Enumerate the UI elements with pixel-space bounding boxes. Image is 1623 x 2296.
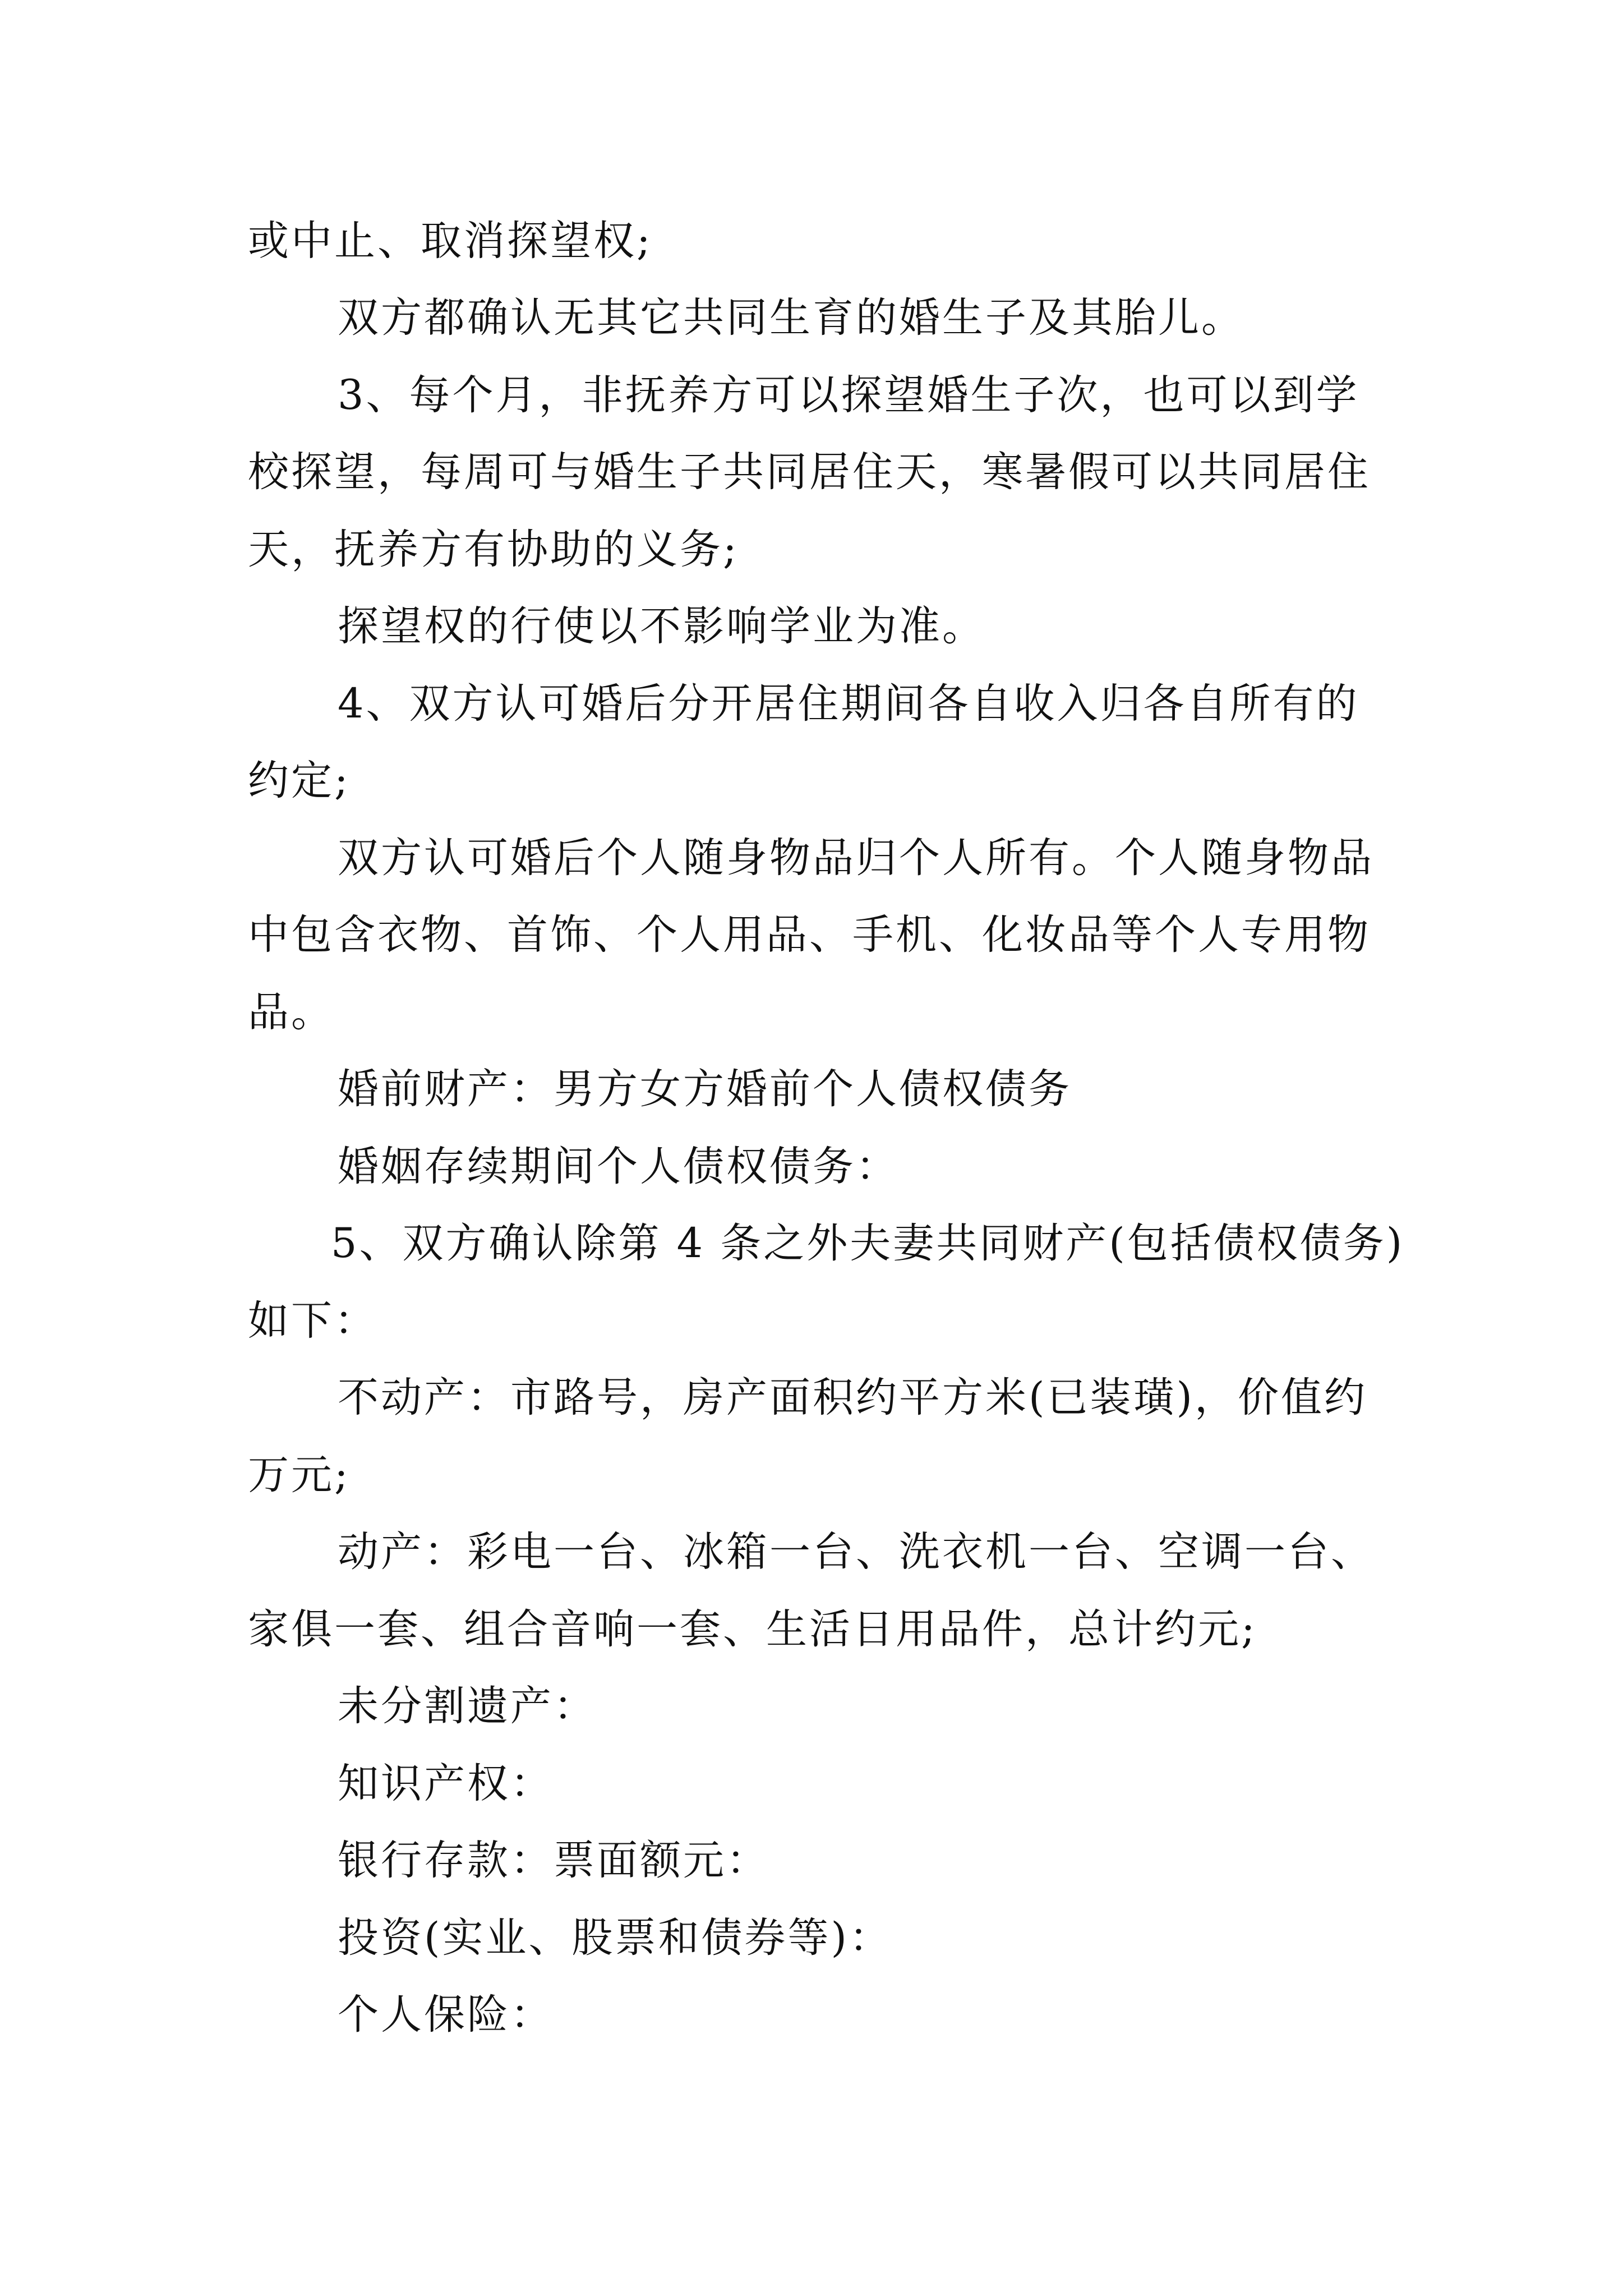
text-line: 3、每个月，非抚养方可以探望婚生子次，也可以到学 — [338, 371, 1359, 419]
text-line: 中包含衣物、首饰、个人用品、手机、化妆品等个人专用物 — [248, 911, 1371, 959]
text-line: 银行存款：票面额元： — [338, 1837, 769, 1884]
text-line: 投资(实业、股票和债券等)： — [338, 1914, 892, 1962]
text-line: 探望权的行使以不影响学业为准。 — [338, 602, 985, 650]
text-line: 个人保险： — [338, 1991, 554, 2039]
text-line: 万元; — [248, 1451, 351, 1499]
text-line: 婚姻存续期间个人债权债务： — [338, 1143, 899, 1190]
text-line: 双方都确认无其它共同生育的婚生子及其胎儿。 — [338, 294, 1244, 342]
text-line: 不动产：市路号，房产面积约平方米(已装璜)，价值约 — [338, 1374, 1367, 1421]
text-line: 知识产权： — [338, 1760, 554, 1807]
text-line: 4、双方认可婚后分开居住期间各自收入归各自所有的 — [338, 680, 1359, 728]
text-line: 约定; — [248, 757, 351, 804]
text-line: 或中止、取消探望权; — [248, 217, 653, 265]
text-line: 婚前财产：男方女方婚前个人债权债务 — [338, 1065, 1072, 1113]
text-line: 未分割遗产： — [338, 1682, 597, 1730]
text-line: 双方认可婚后个人随身物品归个人所有。个人随身物品 — [338, 834, 1374, 882]
text-line: 如下： — [248, 1297, 377, 1345]
text-line: 5、双方确认除第 4 条之外夫妻共同财产(包括债权债务) — [331, 1220, 1405, 1267]
text-line: 品。 — [248, 988, 334, 1036]
text-line: 天，抚养方有协助的义务; — [248, 526, 739, 573]
text-line: 家俱一套、组合音响一套、生活日用品件，总计约元; — [248, 1605, 1257, 1653]
text-line: 校探望，每周可与婚生子共同居住天，寒暑假可以共同居住 — [248, 448, 1371, 496]
text-line: 动产：彩电一台、冰箱一台、洗衣机一台、空调一台、 — [338, 1528, 1374, 1576]
